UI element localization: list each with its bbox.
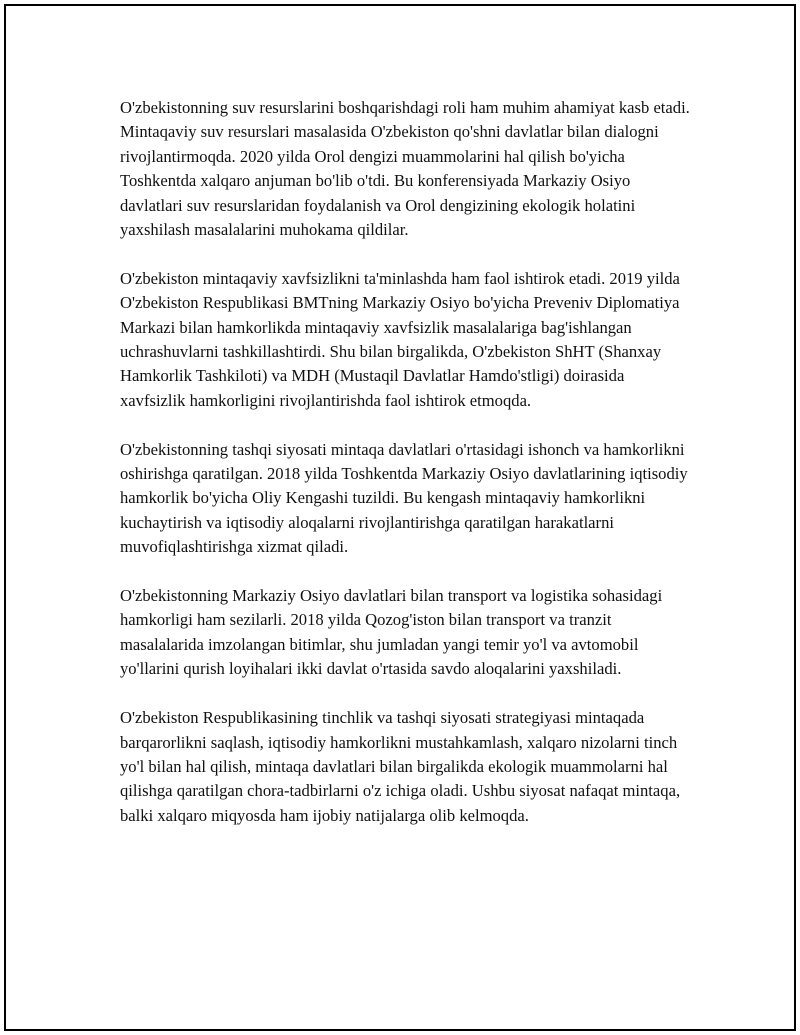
paragraph-regional-security: O'zbekiston mintaqaviy xavfsizlikni ta'minlashda ham faol ishtirok etadi. 2019 yilda O'zbekiston Respublikasi BMTning Markaziy Osiyo bo'yicha Preveniv Diplomatiya Markazi bilan hamkorlikda mintaqaviy xavfsizlik masalalariga bag'ishlangan uchrashuvlarni tashkillashtirdi. Shu bilan birgalikda, O'zbekiston ShHT (Shanxay Hamkorlik Tashkiloti) va MDH (Mustaqil Davlatlar Hamdo'stligi) doirasida xavfsizlik hamkorligini rivojlantirishda faol ishtirok etmoqda. [120,268,680,410]
paragraph-transport-logistics: O'zbekistonning Markaziy Osiyo davlatlari bilan transport va logistika sohasidagi hamkorligi ham sezilarli. 2018 yilda Qozog'iston bilan transport va tranzit masalalarida imzolangan bitimlar, shu jumladan yangi temir yo'l va avtomobil yo'llarini qurish loyihalari ikki davlat o'rtasida savdo aloqalarini yaxshiladi. [120,586,663,679]
paragraph-peace-strategy: O'zbekiston Respublikasining tinchlik va tashqi siyosati strategiyasi mintaqada barqarorlikni saqlash, iqtisodiy hamkorlikni mustahkamlash, xalqaro nizolarni tinch yo'l bilan hal qilish, mintaqa davlatlari bilan birgalikda ekologik muammolarni hal qilishga qaratilgan chora-tadbirlarni o'z ichiga oladi. Ushbu siyosat nafaqat mintaqa, balki xalqaro miqyosda ham ijobiy natijalarga olib kelmoqda. [120,708,681,825]
paragraph-water-resources: O'zbekistonning suv resurslarini boshqarishdagi roli ham muhim ahamiyat kasb etadi. Mintaqaviy suv resurslari masalasida O'zbekiston qo'shni davlatlar bilan dialogni rivojlantirmoqda. 2020 yilda Orol dengizi muammolarini hal qilish bo'yicha Toshkentda xalqaro anjuman bo'lib o'tdi. Bu konferensiyada Markaziy Osiyo davlatlari suv resurslaridan foydalanish va Orol dengizining ekologik holatini yaxshilash masalalarini muhokama qildilar. [120,98,690,240]
document-body [120,96,690,828]
paragraph-foreign-policy-trust: O'zbekistonning tashqi siyosati mintaqa davlatlari o'rtasidagi ishonch va hamkorlikni oshirishga qaratilgan. 2018 yilda Toshkentda Markaziy Osiyo davlatlarining iqtisodiy hamkorlik bo'yicha Oliy Kengashi tuzildi. Bu kengash mintaqaviy hamkorlikni kuchaytirish va iqtisodiy aloqalarni rivojlantirishga qaratilgan harakatlarni muvofiqlashtirishga xizmat qiladi. [120,439,688,557]
page-frame [4,4,796,1031]
